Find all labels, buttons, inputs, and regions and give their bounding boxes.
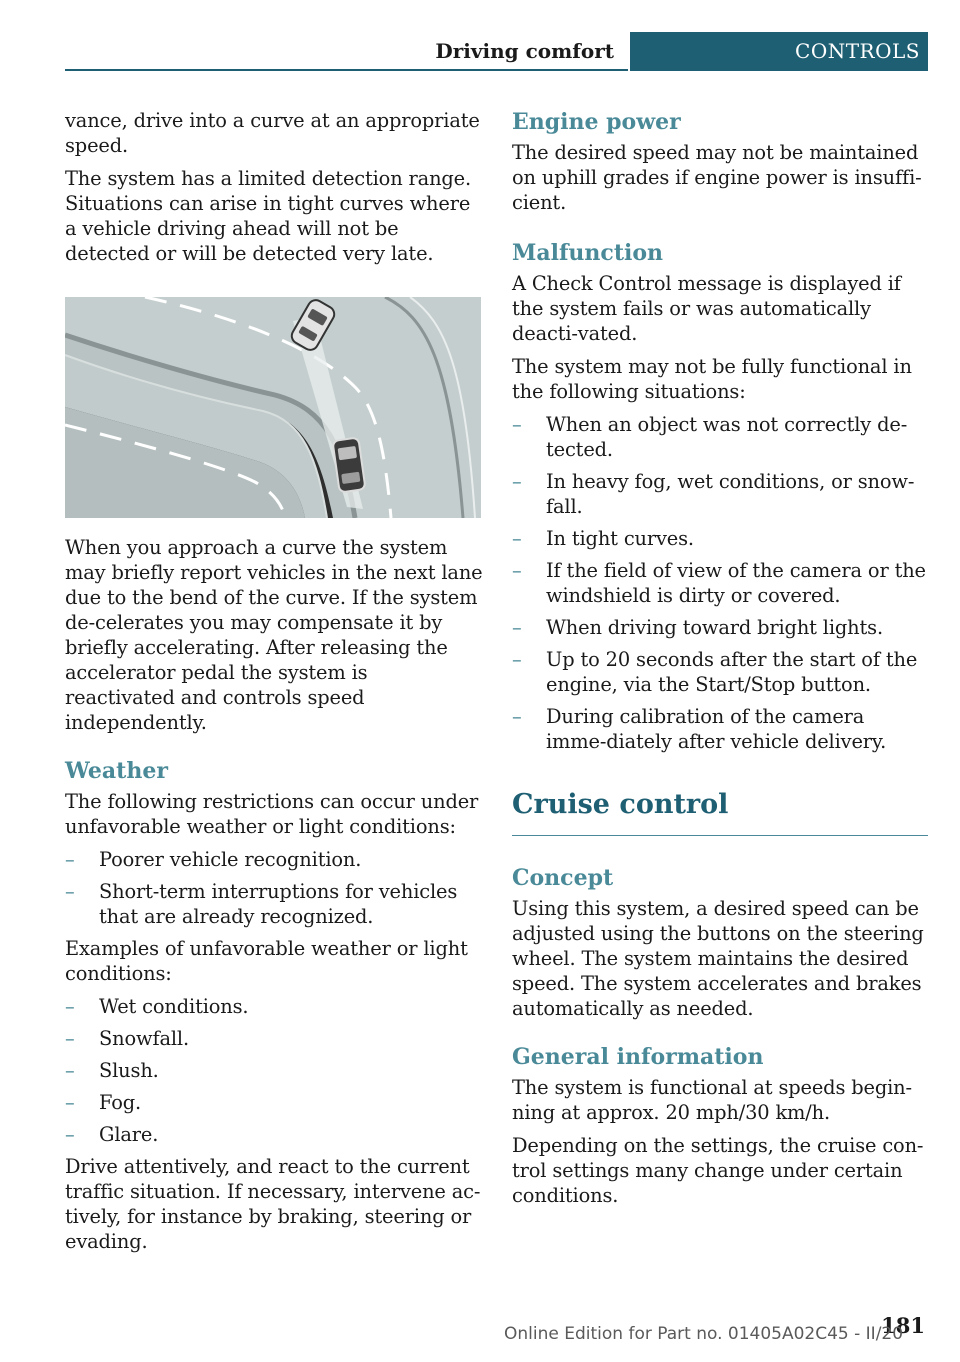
paragraph-check-control: A Check Control message is displayed if the system fails or was automatically deacti-vated. (512, 272, 901, 345)
list-item: – Short-term interruptions for vehicles that are already recognized. (65, 880, 458, 928)
list-item: – Wet conditions. (65, 995, 249, 1018)
paragraph-detection-range: The system has a limited detection range. Situations can arise in tight curves where a vehicle driving ahead will not be detected or will be detected very late. (65, 167, 472, 265)
list-item: – In tight curves. (512, 527, 694, 550)
list-item: – Snowfall. (65, 1027, 189, 1050)
list-item: – When an object was not correctly de-tected. (512, 413, 908, 461)
list-item: – Glare. (65, 1123, 159, 1146)
heading-malfunction: Malfunction (512, 240, 664, 266)
paragraph-engine-power: The desired speed may not be maintained on uphill grades if engine power is insuffi-cient. (512, 141, 922, 214)
edition-note: Online Edition for Part no. 01405A02C45 - II/20 (504, 1324, 904, 1344)
left-column (65, 108, 483, 1262)
heading-cruise-control: Cruise control (512, 789, 729, 820)
list-item: – If the field of view of the camera or the windshield is dirty or covered. (512, 559, 926, 607)
list-item: – When driving toward bright lights. (512, 616, 883, 639)
list-item: – Fog. (65, 1091, 142, 1114)
paragraph-drive-attentively: Drive attentively, and react to the current traffic situation. If necessary, intervene ac-tively, for instance by braking, steering or evading. (65, 1155, 481, 1253)
paragraph-settings-change: Depending on the settings, the cruise con-trol settings many change under certain conditions. (512, 1134, 924, 1207)
heading-concept: Concept (512, 865, 614, 891)
page-number: 181 (881, 1313, 925, 1338)
weather-examples-list (65, 994, 483, 1147)
list-item: – In heavy fog, wet conditions, or snow-fall. (512, 470, 915, 518)
paragraph-not-functional: The system may not be fully functional in the following situations: (512, 355, 912, 403)
paragraph-concept: Using this system, a desired speed can be adjusted using the buttons on the steering wheel. The system maintains the desired speed. The system accelerates and brakes automatically as needed. (512, 897, 924, 1020)
list-item: – Slush. (65, 1059, 159, 1082)
paragraph-curve-speed: vance, drive into a curve at an appropriate speed. (65, 109, 480, 157)
malfunction-situations-list (512, 412, 930, 754)
paragraph-weather-restrictions: The following restrictions can occur under unfavorable weather or light conditions: (65, 790, 479, 838)
list-item: – Up to 20 seconds after the start of the engine, via the Start/Stop button. (512, 648, 918, 696)
section-rule (512, 835, 928, 836)
curve-detection-illustration (65, 297, 481, 518)
list-item: – During calibration of the camera imme-diately after vehicle delivery. (512, 705, 887, 753)
list-item: – Poorer vehicle recognition. (65, 848, 362, 871)
header-chapter-tab: CONTROLS (630, 32, 928, 71)
paragraph-approach-curve: When you approach a curve the system may briefly report vehicles in the next lane due to the bend of the curve. If the system de-celerates you may compensate it by briefly accelerating. After releasing the accelerator pedal the system is reactivated and controls speed independently. (65, 536, 483, 734)
heading-general-information: General information (512, 1044, 764, 1070)
right-column (512, 108, 930, 1216)
weather-restrictions-list (65, 847, 483, 929)
header-rule (65, 69, 628, 71)
heading-weather: Weather (65, 758, 168, 784)
heading-engine-power: Engine power (512, 109, 681, 135)
paragraph-weather-examples: Examples of unfavorable weather or light conditions: (65, 937, 468, 985)
header-section-title: Driving comfort (435, 39, 614, 63)
paragraph-speed-threshold: The system is functional at speeds begin-ning at approx. 20 mph/30 km/h. (512, 1076, 912, 1124)
